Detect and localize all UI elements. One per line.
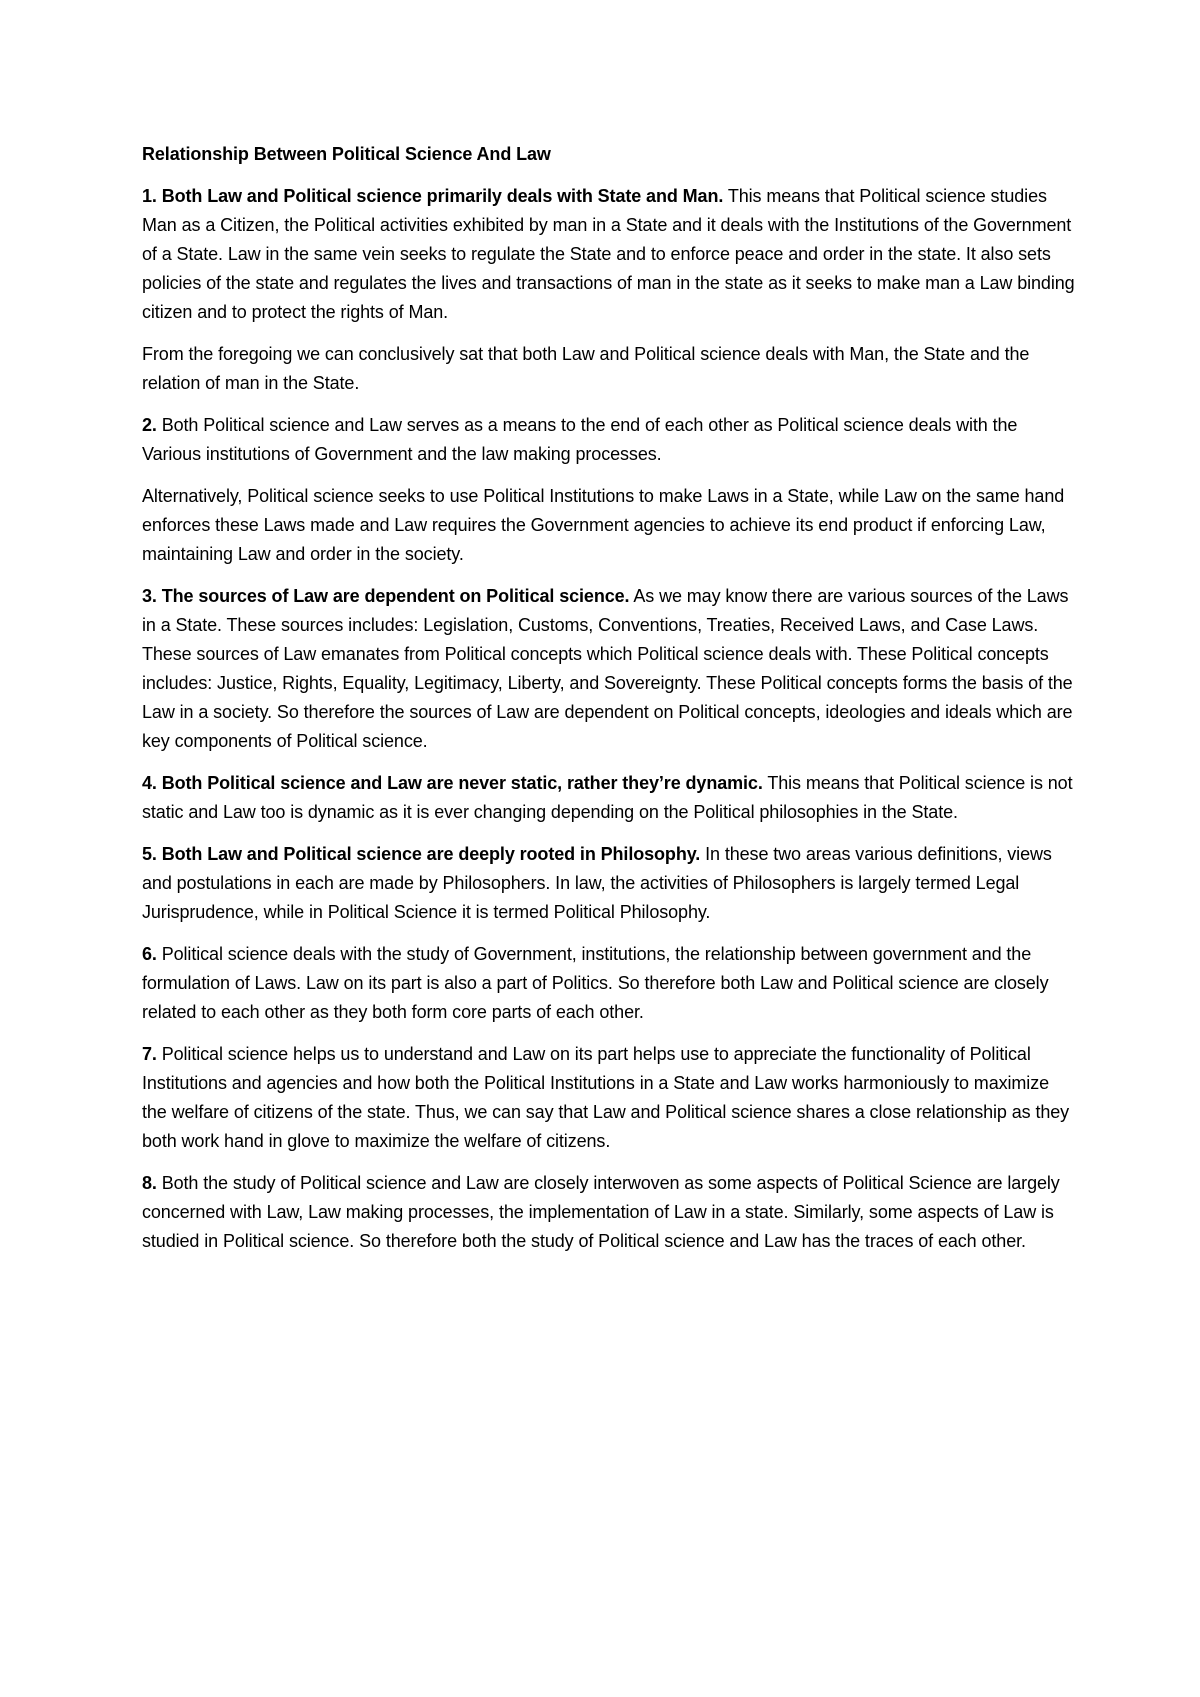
paragraph-number: 1. xyxy=(142,186,157,206)
paragraph-number: 6. xyxy=(142,944,157,964)
paragraph-text: This means that Political science studies Man as a Citizen, the Political activities exhibited by man in a State and it deals with the Institutions of the Government of a State. Law in the same vein seeks to regulate the State and to enforce peace and order in the state. It also sets policies of the state and regulates the lives and transactions of man in the state as it seeks to make man a Law binding citizen and to protect the rights of Man. xyxy=(142,186,1075,322)
paragraph-number: 4. xyxy=(142,773,157,793)
paragraph-text: Both Political science and Law serves as a means to the end of each other as Political science deals with the Various institutions of Government and the law making processes. xyxy=(142,415,1018,464)
paragraph-text: As we may know there are various sources of the Laws in a State. These sources includes: Legislation, Customs, Conventions, Treaties, Received Laws, and Case Laws. These sources of Law emanates from Political concepts which Political science deals with. These Political concepts includes: Justice, Rights, Equality, Legitimacy, Liberty, and Sovereignty. These Political concepts forms the basis of the Law in a society. So therefore the sources of Law are dependent on Political concepts, ideologies and ideals which are key components of Political science. xyxy=(142,586,1073,751)
paragraph-lead: Both Law and Political science primarily deals with State and Man. xyxy=(161,186,724,206)
paragraph-lead: The sources of Law are dependent on Political science. xyxy=(161,586,630,606)
paragraph-7 xyxy=(142,1040,1077,1156)
paragraph-number: 2. xyxy=(142,415,157,435)
paragraph-text: In these two areas various definitions, views and postulations in each are made by Philosophers. In law, the activities of Philosophers is largely termed Legal Jurisprudence, while in Political Science it is termed Political Philosophy. xyxy=(142,844,1052,922)
paragraph-number: 7. xyxy=(142,1044,157,1064)
paragraph-text: Both the study of Political science and Law are closely interwoven as some aspects of Political Science are largely concerned with Law, Law making processes, the implementation of Law in a state. Similarly, some aspects of Law is studied in Political science. So therefore both the study of Political science and Law has the traces of each other. xyxy=(142,1173,1060,1251)
paragraph-number: 3. xyxy=(142,586,157,606)
paragraph-6 xyxy=(142,940,1077,1027)
document-body xyxy=(142,140,1077,1269)
paragraph-text: This means that Political science is not static and Law too is dynamic as it is ever changing depending on the Political philosophies in the State. xyxy=(142,773,1073,822)
document-title: Relationship Between Political Science And Law xyxy=(142,144,551,164)
paragraph-1-followup xyxy=(142,340,1077,398)
paragraph-lead: Both Political science and Law are never static, rather they’re dynamic. xyxy=(161,773,763,793)
paragraph-2-followup xyxy=(142,482,1077,569)
paragraph-2 xyxy=(142,411,1077,469)
paragraph-text: From the foregoing we can conclusively sat that both Law and Political science deals with Man, the State and the relation of man in the State. xyxy=(142,344,1030,393)
paragraph-3 xyxy=(142,582,1077,756)
paragraph-number: 8. xyxy=(142,1173,157,1193)
paragraph-4 xyxy=(142,769,1077,827)
paragraph-text: Political science deals with the study of Government, institutions, the relationship between government and the formulation of Laws. Law on its part is also a part of Politics. So therefore both Law and Political science are closely related to each other as they both form core parts of each other. xyxy=(142,944,1049,1022)
paragraph-1 xyxy=(142,182,1077,327)
paragraph-lead: Both Law and Political science are deeply rooted in Philosophy. xyxy=(161,844,701,864)
paragraph-number: 5. xyxy=(142,844,157,864)
paragraph-text: Political science helps us to understand and Law on its part helps use to appreciate the functionality of Political Institutions and agencies and how both the Political Institutions in a State and Law works harmoniously to maximize the welfare of citizens of the state. Thus, we can say that Law and Political science shares a close relationship as they both work hand in glove to maximize the welfare of citizens. xyxy=(142,1044,1070,1151)
paragraph-text: Alternatively, Political science seeks to use Political Institutions to make Laws in a State, while Law on the same hand enforces these Laws made and Law requires the Government agencies to achieve its end product if enforcing Law, maintaining Law and order in the society. xyxy=(142,486,1065,564)
paragraph-8 xyxy=(142,1169,1077,1256)
paragraph-5 xyxy=(142,840,1077,927)
